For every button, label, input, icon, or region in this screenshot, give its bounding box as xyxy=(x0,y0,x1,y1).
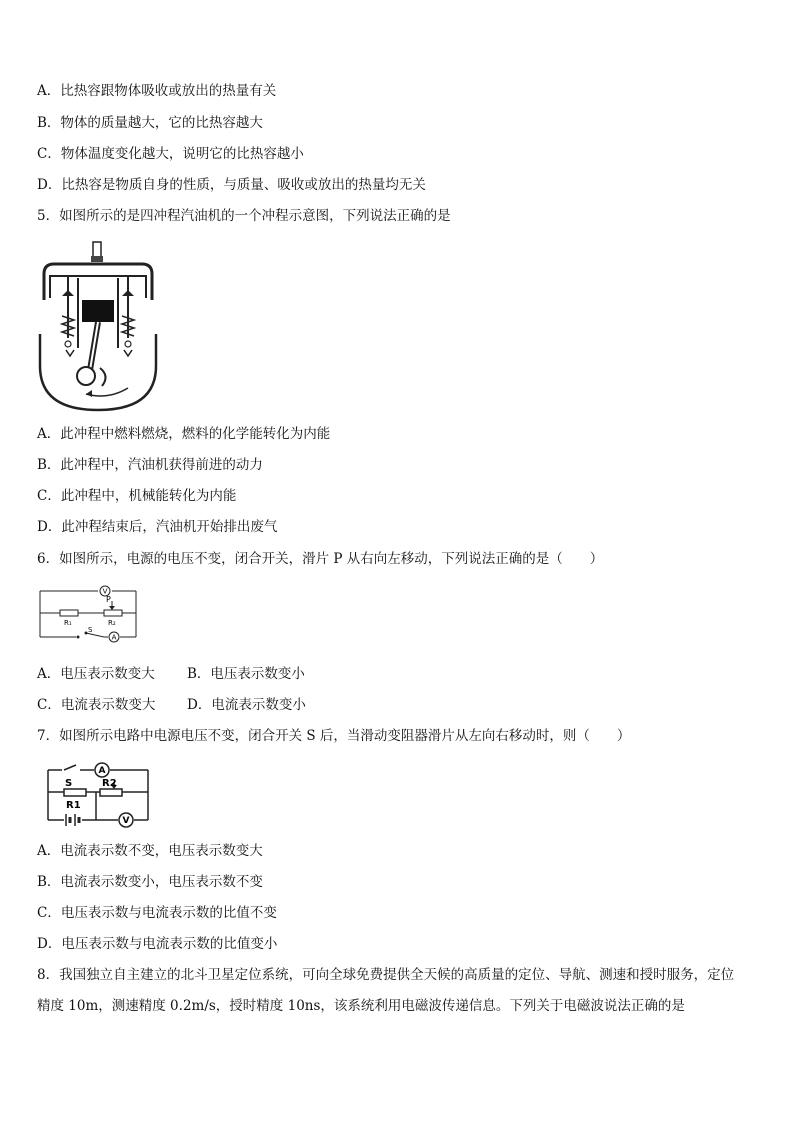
rotation-arrow-icon xyxy=(86,388,128,396)
q6-options-row-1 xyxy=(37,665,305,683)
spark-plug-base xyxy=(91,256,103,262)
spark-plug-icon xyxy=(93,242,101,258)
q5-stem: 5．如图所示的是四冲程汽油机的一个冲程示意图，下列说法正确的是 xyxy=(37,208,451,224)
q6-stem: 6．如图所示，电源的电压不变，闭合开关，滑片 P 从右向左移动，下列说法正确的是（ ） xyxy=(37,551,604,567)
q7-r1-label: R1 xyxy=(66,800,81,811)
q6-circuit-diagram xyxy=(36,585,140,647)
q7-r2-label: R2 xyxy=(102,778,117,789)
battery-icon xyxy=(66,814,79,826)
q6-r2-label: R₂ xyxy=(108,619,116,627)
q7-option-d: D．电压表示数与电流表示数的比值变小 xyxy=(37,936,278,952)
q4-option-a: A．比热容跟物体吸收或放出的热量有关 xyxy=(37,83,277,99)
q6-ammeter-label: A xyxy=(111,633,117,642)
q7-ammeter-label: A xyxy=(98,766,106,776)
q5-engine-diagram xyxy=(38,238,160,418)
q7-option-c: C．电压表示数与电流表示数的比值不变 xyxy=(37,905,277,921)
q6-r1-label: R₁ xyxy=(64,619,72,627)
q5-option-b: B．此冲程中，汽油机获得前进的动力 xyxy=(37,457,263,473)
q5-option-c: C．此冲程中，机械能转化为内能 xyxy=(37,488,237,504)
q7-voltmeter-label: V xyxy=(122,816,130,826)
q6-option-b: B．电压表示数变小 xyxy=(187,666,305,682)
q6-option-d: D．电流表示数变小 xyxy=(187,697,306,713)
crankcase xyxy=(40,334,156,410)
q5-option-a: A．此冲程中燃料燃烧，燃料的化学能转化为内能 xyxy=(37,426,331,442)
q7-circuit-diagram xyxy=(42,762,154,832)
crank-icon xyxy=(77,367,95,385)
engine-stroke-figure xyxy=(38,238,160,414)
piston xyxy=(82,300,114,322)
q6-options-row-2 xyxy=(37,696,306,714)
q4-option-c: C．物体温度变化越大，说明它的比热容越小 xyxy=(37,146,304,162)
q6-voltmeter-label: V xyxy=(102,587,108,596)
q6-switch-label: S xyxy=(88,626,93,634)
q7-switch-label: S xyxy=(65,778,73,789)
q7-option-a: A．电流表示数不变，电压表示数变大 xyxy=(37,843,263,859)
q4-option-d: D．比热容是物质自身的性质，与质量、吸收或放出的热量均无关 xyxy=(37,177,426,193)
q6-slider-label: P xyxy=(106,595,111,604)
q8-stem-line-1: 8．我国独立自主建立的北斗卫星定位系统，可向全球免费提供全天候的高质量的定位、导航、测速和授时服务，定位 xyxy=(37,967,735,983)
q4-option-b: B．物体的质量越大，它的比热容越大 xyxy=(37,115,263,131)
q8-stem-line-2: 精度 10m，测速精度 0.2m/s，授时精度 10ns，该系统利用电磁波传递信息。下列关于电磁波说法正确的是 xyxy=(37,998,685,1014)
q6-option-c: C．电流表示数变大 xyxy=(37,697,156,713)
q7-stem: 7．如图所示电路中电源电压不变，闭合开关 S 后，当滑动变阻器滑片从左向右移动时，则（ ） xyxy=(37,728,631,744)
q5-option-d: D．此冲程结束后，汽油机开始排出废气 xyxy=(37,519,278,535)
q6-circuit xyxy=(36,585,140,643)
cylinder-head xyxy=(44,264,152,300)
q7-circuit xyxy=(42,762,154,828)
q6-option-a: A．电压表示数变大 xyxy=(37,666,155,682)
q7-option-b: B．电流表示数变小，电压表示数不变 xyxy=(37,874,263,890)
